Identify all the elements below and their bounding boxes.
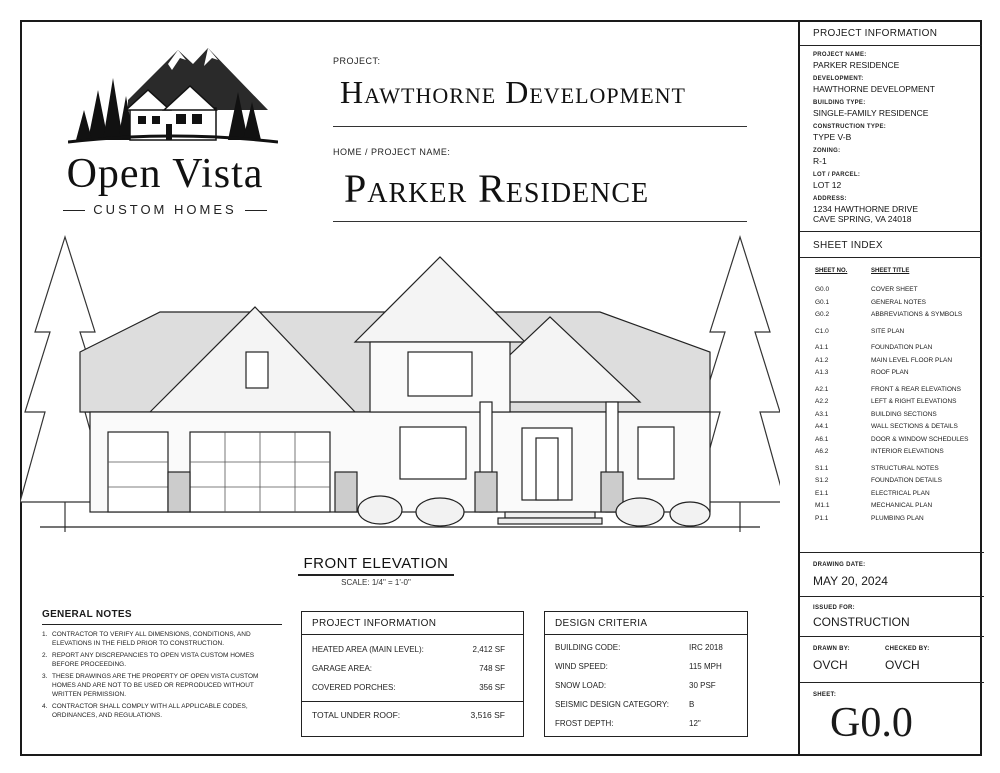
criteria-value: 12" xyxy=(689,719,701,728)
general-note-item xyxy=(42,630,282,648)
project-label: PROJECT: xyxy=(333,56,381,66)
info-row xyxy=(302,659,523,678)
criteria-key: WIND SPEED: xyxy=(555,662,608,671)
tb-label: BUILDING TYPE: xyxy=(813,100,866,106)
sheet-index-row[interactable] xyxy=(800,397,982,410)
home-rule xyxy=(333,221,747,222)
sheet-index-col-title: SHEET TITLE xyxy=(871,268,910,274)
tb-zoning xyxy=(800,148,982,166)
sheet-no: A2.1 xyxy=(815,385,829,393)
sheet-index-col-no: SHEET NO. xyxy=(815,268,848,274)
sheet-index-row[interactable] xyxy=(800,385,982,398)
note-number: 1. xyxy=(42,631,48,638)
sheet-title: ABBREVIATIONS & SYMBOLS xyxy=(871,311,963,318)
info-value: 2,412 SF xyxy=(472,645,505,654)
note-text: CONTRACTOR TO VERIFY ALL DIMENSIONS, CONDITIONS, AND ELEVATIONS IN THE FIELD PRIOR TO CONSTRUCTION. xyxy=(52,631,251,647)
criteria-value: B xyxy=(689,700,695,709)
info-key: GARAGE AREA: xyxy=(312,664,373,673)
criteria-row xyxy=(545,714,747,733)
sheet-no: A1.3 xyxy=(815,369,829,376)
criteria-value: 30 PSF xyxy=(689,681,716,690)
tb-value: PARKER RESIDENCE xyxy=(813,60,900,70)
sheet-index-header xyxy=(800,266,982,282)
logo-tagline-text: CUSTOM HOMES xyxy=(93,202,237,217)
sheet-no: S1.2 xyxy=(815,477,829,484)
tb-value: HAWTHORNE DEVELOPMENT xyxy=(813,84,936,94)
sheet-index-row[interactable] xyxy=(800,489,982,502)
sheet-index-row[interactable] xyxy=(800,435,982,448)
criteria-row xyxy=(545,695,747,714)
sheet-title: STRUCTURAL NOTES xyxy=(871,464,939,472)
sheet-no: S1.1 xyxy=(815,464,829,472)
tb-value: LOT 12 xyxy=(813,180,842,190)
sheet-no: A4.1 xyxy=(815,423,829,430)
tb-label: CONSTRUCTION TYPE: xyxy=(813,124,887,130)
logo-wordmark: Open Vista xyxy=(66,151,264,197)
design-criteria-title: DESIGN CRITERIA xyxy=(545,612,747,635)
sheet-title: INTERIOR ELEVATIONS xyxy=(871,448,944,455)
sheet-number-label: SHEET: xyxy=(813,692,837,698)
tb-label: ADDRESS: xyxy=(813,196,847,202)
sheet-index-row[interactable] xyxy=(800,327,982,340)
tb-value: R-1 xyxy=(813,156,827,166)
sheet-index-row[interactable] xyxy=(800,310,982,323)
sheet-title: COVER SHEET xyxy=(871,286,918,293)
sheet-no: A3.1 xyxy=(815,410,829,418)
general-notes-list xyxy=(42,630,282,720)
general-notes-title: GENERAL NOTES xyxy=(42,609,282,625)
project-information-box xyxy=(301,611,524,737)
note-number: 2. xyxy=(42,652,48,659)
front-elevation-drawing xyxy=(20,232,780,552)
tb-development xyxy=(800,76,982,94)
company-logo xyxy=(30,30,300,220)
info-key: COVERED PORCHES: xyxy=(312,683,396,692)
sheet-title: ROOF PLAN xyxy=(871,369,909,376)
general-note-item xyxy=(42,672,282,699)
tb-label: PROJECT NAME: xyxy=(813,52,867,58)
tb-label: ZONING: xyxy=(813,148,841,154)
sheet-title: SITE PLAN xyxy=(871,327,905,335)
home-name: Parker Residence xyxy=(344,166,650,211)
criteria-row xyxy=(545,638,747,657)
info-key: HEATED AREA (MAIN LEVEL): xyxy=(312,645,424,654)
tb-building-type xyxy=(800,100,982,118)
sheet-title: BUILDING SECTIONS xyxy=(871,410,937,418)
drawn-by-value: OVCH xyxy=(813,658,848,672)
sheet-number-cell xyxy=(800,682,984,756)
sheet-index-row[interactable] xyxy=(800,501,982,514)
criteria-value: 115 MPH xyxy=(689,662,722,671)
note-text: CONTRACTOR SHALL COMPLY WITH ALL APPLICABLE CODES, ORDINANCES, AND REGULATIONS. xyxy=(52,703,248,719)
criteria-row xyxy=(545,676,747,695)
sheet-title: MECHANICAL PLAN xyxy=(871,502,933,509)
sheet-title: DOOR & WINDOW SCHEDULES xyxy=(871,435,969,443)
sheet-index-row[interactable] xyxy=(800,464,982,477)
info-total-key: TOTAL UNDER ROOF: xyxy=(312,710,401,720)
sheet-title: FRONT & REAR ELEVATIONS xyxy=(871,385,961,393)
tb-value: CAVE SPRING, VA 24018 xyxy=(813,214,912,224)
project-name: Hawthorne Development xyxy=(340,74,686,110)
logo-tagline xyxy=(30,202,300,217)
info-value: 748 SF xyxy=(479,664,505,673)
general-note-item xyxy=(42,651,282,669)
tb-lot xyxy=(800,172,982,190)
sheet-title: LEFT & RIGHT ELEVATIONS xyxy=(871,398,957,405)
sheet-title: ELECTRICAL PLAN xyxy=(871,489,930,497)
note-text: REPORT ANY DISCREPANCIES TO OPEN VISTA CUSTOM HOMES BEFORE PROCEEDING. xyxy=(52,652,255,668)
criteria-key: BUILDING CODE: xyxy=(555,643,621,652)
drawn-checked-cell xyxy=(800,636,984,682)
tb-value: SINGLE-FAMILY RESIDENCE xyxy=(813,108,929,118)
criteria-key: FROST DEPTH: xyxy=(555,719,614,728)
elevation-scale: SCALE: 1/4" = 1'-0" xyxy=(341,578,411,587)
issued-for-label: ISSUED FOR: xyxy=(813,605,855,611)
project-rule xyxy=(333,126,747,127)
sheet-index-row[interactable] xyxy=(800,514,982,527)
criteria-row xyxy=(545,657,747,676)
issued-for-cell xyxy=(800,596,984,636)
sheet-no: G0.1 xyxy=(815,298,830,306)
criteria-key: SEISMIC DESIGN CATEGORY: xyxy=(555,700,669,709)
sheet-title: PLUMBING PLAN xyxy=(871,514,924,522)
sheet-no: C1.0 xyxy=(815,327,829,335)
info-total-row xyxy=(302,701,523,725)
note-number: 3. xyxy=(42,673,48,680)
sheet-no: A2.2 xyxy=(815,398,829,405)
sheet-index-row[interactable] xyxy=(800,368,982,381)
issued-for-value: CONSTRUCTION xyxy=(813,615,910,629)
sheet-index-row[interactable] xyxy=(800,410,982,423)
sheet-number-value: G0.0 xyxy=(830,700,913,746)
sheet-index-row[interactable] xyxy=(800,285,982,298)
sheet-no: A6.1 xyxy=(815,435,829,443)
criteria-value: IRC 2018 xyxy=(689,643,723,652)
sheet-no: M1.1 xyxy=(815,502,830,509)
sheet-no: G0.2 xyxy=(815,311,830,318)
drawing-date-label: DRAWING DATE: xyxy=(813,562,866,568)
sheet-title: MAIN LEVEL FLOOR PLAN xyxy=(871,356,953,364)
sheet-no: A1.1 xyxy=(815,344,829,351)
sheet-no: G0.0 xyxy=(815,286,830,293)
title-block-project-info-title: PROJECT INFORMATION xyxy=(800,20,982,46)
drawn-by-label: DRAWN BY: xyxy=(813,646,850,652)
sheet-index-row[interactable] xyxy=(800,447,982,460)
general-note-item xyxy=(42,702,282,720)
info-row xyxy=(302,678,523,697)
tb-value: TYPE V-B xyxy=(813,132,852,142)
sheet-title: FOUNDATION PLAN xyxy=(871,344,933,351)
sheet-no: P1.1 xyxy=(815,514,829,522)
sheet-index-title: SHEET INDEX xyxy=(800,231,982,258)
drawing-date-value: MAY 20, 2024 xyxy=(813,574,888,588)
home-label: HOME / PROJECT NAME: xyxy=(333,147,451,157)
sheet-title: GENERAL NOTES xyxy=(871,298,927,306)
info-value: 356 SF xyxy=(479,683,505,692)
sheet-no: A6.2 xyxy=(815,448,829,455)
sheet-index-row[interactable] xyxy=(800,422,982,435)
note-number: 4. xyxy=(42,703,48,710)
sheet-index-row[interactable] xyxy=(800,356,982,369)
sheet-no: A1.2 xyxy=(815,356,829,364)
info-total-value: 3,516 SF xyxy=(470,710,505,720)
tb-label: DEVELOPMENT: xyxy=(813,76,864,82)
tb-project-name xyxy=(800,52,982,70)
checked-by-value: OVCH xyxy=(885,658,920,672)
elevation-title-rule xyxy=(298,574,454,576)
general-notes xyxy=(42,609,282,723)
title-block xyxy=(798,20,982,756)
elevation-title: FRONT ELEVATION xyxy=(303,555,449,572)
checked-by-label: CHECKED BY: xyxy=(885,646,930,652)
sheet-index-row[interactable] xyxy=(800,298,982,311)
sheet-no: E1.1 xyxy=(815,489,829,497)
project-information-title: PROJECT INFORMATION xyxy=(302,612,523,635)
tb-address xyxy=(800,196,982,224)
sheet-title: WALL SECTIONS & DETAILS xyxy=(871,423,958,430)
drawing-date-cell xyxy=(800,552,984,596)
sheet-title: FOUNDATION DETAILS xyxy=(871,477,942,484)
tb-construction-type xyxy=(800,124,982,142)
criteria-key: SNOW LOAD: xyxy=(555,681,607,690)
logo-mountain-house-icon xyxy=(68,30,278,150)
note-text: THESE DRAWINGS ARE THE PROPERTY OF OPEN VISTA CUSTOM HOMES AND ARE NOT TO BE USED OR REPRODUCED WITHOUT WRITTEN PERMISSION. xyxy=(52,673,259,698)
info-row xyxy=(302,640,523,659)
design-criteria-box xyxy=(544,611,748,737)
tb-value: 1234 HAWTHORNE DRIVE xyxy=(813,204,919,214)
tb-label: LOT / PARCEL: xyxy=(813,172,861,178)
sheet-index-row[interactable] xyxy=(800,476,982,489)
sheet-index-row[interactable] xyxy=(800,343,982,356)
